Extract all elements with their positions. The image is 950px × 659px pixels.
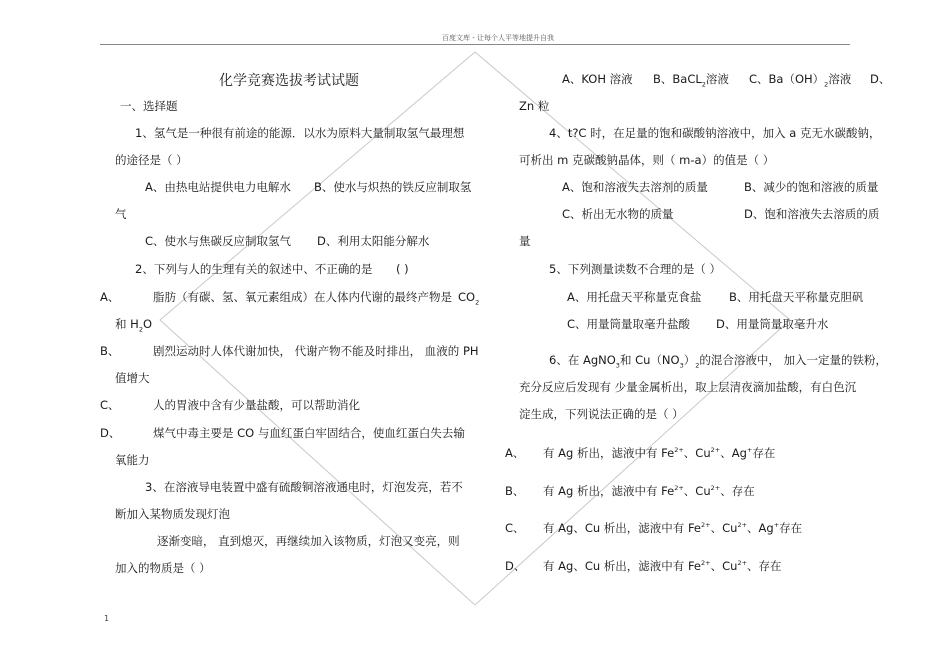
q2-stem: 2、下列与人的生理有关的叙述中、不正确的是 bbox=[135, 262, 373, 276]
section-heading: 一、选择题 bbox=[120, 99, 178, 113]
q3-stem: 3、在溶液导电装置中盛有硫酸铜溶液通电时，灯泡发亮，若不 bbox=[145, 480, 463, 494]
q4-option-c: C、析出无水物的质量 bbox=[562, 207, 674, 221]
q3-stem-cont3: 加入的物质是（ ） bbox=[115, 561, 211, 575]
q4-stem-cont: 可析出 m 克碳酸钠晶体，则（ m-a）的值是（ ） bbox=[519, 153, 775, 167]
q5-stem: 5、下列测量读数不合理的是（ ） bbox=[549, 262, 721, 276]
page-number: 1 bbox=[104, 614, 110, 623]
q2-option-a-cont: 和 $H_2O$ bbox=[115, 317, 153, 334]
q2-answer-paren: ( ) bbox=[396, 262, 409, 276]
q1-option-d: D、利用太阳能分解水 bbox=[317, 234, 430, 248]
q6-option-c-label: C、 bbox=[505, 521, 525, 535]
q4-option-b: B、减少的饱和溶液的质量 bbox=[744, 180, 879, 194]
q6-option-a-label: A、 bbox=[505, 446, 525, 460]
q6-stem-cont1: 充分反应后发现有 少量金属析出，取上层清夜滴加盐酸，有白色沉 bbox=[519, 380, 857, 394]
q5-option-b: B、用托盘天平称量克胆矾 bbox=[729, 290, 864, 304]
q3-option-a: A、KOH 溶液 bbox=[562, 72, 633, 86]
q5-option-d: D、用量筒量取毫升水 bbox=[716, 317, 829, 331]
q6-option-b-label: B、 bbox=[505, 484, 525, 498]
q6-option-d-label: D、 bbox=[505, 559, 526, 573]
q6-option-b: 有 Ag 析出，滤液中有 $Fe^{2+}$、$Cu^{2+}$、存在 bbox=[543, 484, 755, 498]
q6-option-d: 有 Ag、Cu 析出，滤液中有 $Fe^{2+}$、$Cu^{2+}$、存在 bbox=[543, 559, 782, 573]
q6-stem: 6、在 AgNO$_3$和 $Cu(NO_3)_2$的混合溶液中， 加入一定量的铁粉， bbox=[549, 353, 888, 370]
q2-option-b-label: B、 bbox=[100, 344, 120, 358]
q2-option-c: 人的胃液中含有少量盐酸，可以帮助消化 bbox=[153, 398, 360, 412]
q3-option-c: C、$Ba(OH)_2$溶液 bbox=[749, 72, 852, 89]
q6-option-c: 有 Ag、Cu 析出，滤液中有 $Fe^{2+}$、$Cu^{2+}$、Ag+存在 bbox=[543, 521, 803, 535]
q5-option-c: C、用量筒量取毫升盐酸 bbox=[567, 317, 691, 331]
q4-option-d: D、饱和溶液失去溶质的质 bbox=[744, 207, 880, 221]
q3-option-d: D、 bbox=[870, 72, 891, 86]
q3-stem-cont1: 断加入某物质发现灯泡 bbox=[115, 507, 230, 521]
q1-option-c: C、使水与焦碳反应制取氢气 bbox=[145, 234, 292, 248]
q5-option-a: A、用托盘天平称量克食盐 bbox=[567, 290, 702, 304]
q1-option-b: B、使水与炽热的铁反应制取氢 bbox=[314, 180, 472, 194]
q2-option-a: 脂肪（有碳、氢、氧元素组成）在人体内代谢的最终产物是 bbox=[153, 290, 452, 304]
q1-option-b-cont: 气 bbox=[115, 207, 127, 221]
q3-stem-cont2: 逐渐变暗， 直到熄灭，再继续加入该物质，灯泡又变亮，则 bbox=[157, 534, 460, 548]
q2-option-b: 剧烈运动时人体代谢加快， 代谢产物不能及时排出， 血液的 PH bbox=[153, 344, 479, 358]
q1-option-a: A、由热电站提供电力电解水 bbox=[145, 180, 291, 194]
q2-option-d: 煤气中毒主要是 CO 与血红蛋白牢固结合，使血红蛋白失去输 bbox=[153, 426, 465, 440]
q4-option-d-cont: 量 bbox=[519, 234, 531, 248]
q6-option-a: 有 Ag 析出，滤液中有 $Fe^{2+}$、$Cu^{2+}$、Ag+存在 bbox=[543, 446, 776, 460]
q2-option-a-co2: $CO_2$ bbox=[458, 290, 480, 307]
header-rule bbox=[100, 44, 850, 45]
q2-option-b-cont: 值增大 bbox=[115, 371, 150, 385]
q4-option-a: A、饱和溶液失去溶剂的质量 bbox=[562, 180, 708, 194]
q2-option-d-label: D、 bbox=[100, 426, 121, 440]
q2-option-c-label: C、 bbox=[100, 398, 120, 412]
q1-stem-cont: 的途径是（ ） bbox=[115, 153, 188, 167]
q1-stem: 1、氢气是一种很有前途的能源．以水为原料大量制取氢气最理想 bbox=[135, 126, 465, 140]
q3-option-d-cont: Zn 粒 bbox=[519, 99, 550, 113]
q3-option-b: B、BaCL$_2$溶液 bbox=[653, 72, 729, 89]
q2-option-a-label: A、 bbox=[100, 290, 120, 304]
q2-option-d-cont: 氧能力 bbox=[115, 453, 150, 467]
q4-stem: 4、t?C 时，在足量的饱和碳酸钠溶液中，加入 a 克无水碳酸钠， bbox=[549, 126, 881, 140]
q6-stem-cont2: 淀生成，下列说法正确的是（ ） bbox=[519, 407, 684, 421]
page-title: 化学竞赛选拔考试试题 bbox=[219, 73, 359, 89]
page-header: 百度文库 - 让每个人平等地提升自我 bbox=[442, 34, 554, 42]
